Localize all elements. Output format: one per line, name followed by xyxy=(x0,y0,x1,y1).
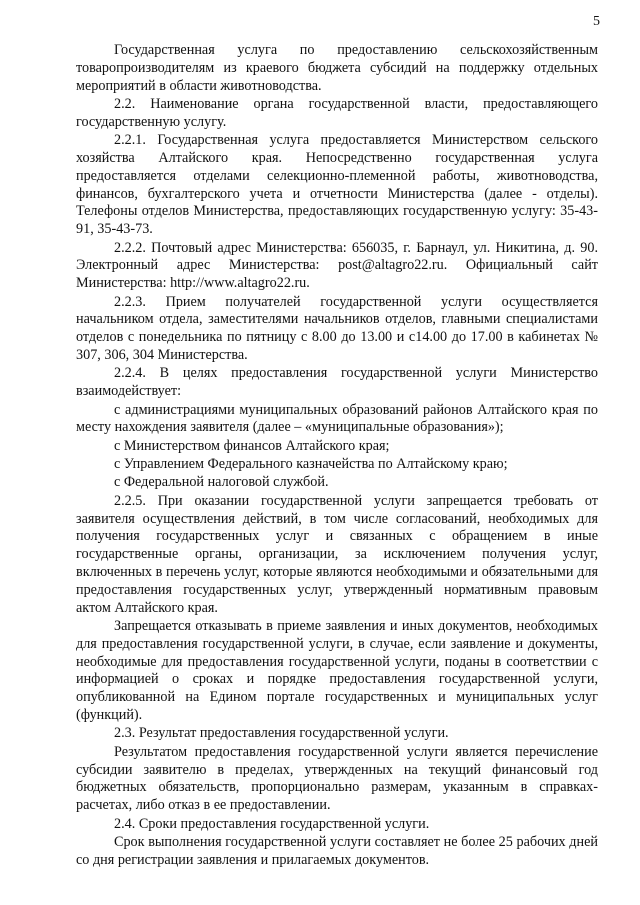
paragraph-interaction-treasury: с Управлением Федерального казначейства по Алтайскому краю; xyxy=(114,456,508,473)
paragraph-2-2-2: 2.2.2. Почтовый адрес Министерства: 656035, г. Барнаул, ул. Никитина, д. 90. Электронный адрес Министерства: post@altagro22.ru. Официальный сайт Министерства: http://www.altagro22.ru. xyxy=(76,239,598,292)
paragraph-2-2-1: 2.2.1. Государственная услуга предоставляется Министерством сельского хозяйства Алтайского края. Непосредственно государственная услуга предоставляется отделами селекционно-племенной работы, животноводства, финансов, бухгалтерского учета и отчетности Министерства (далее - отделы). Телефоны отделов Министерства, предоставляющих государственную услугу: 35-43-91, 35-43-73. xyxy=(76,132,598,238)
paragraph-2-3-heading: 2.3. Результат предоставления государственной услуги. xyxy=(114,725,449,742)
paragraph-refusal-prohibited: Запрещается отказывать в приеме заявления и иных документов, необходимых для предоставления государственной услуги, в случае, если заявление и документы, необходимые для предоставления государственной услуги, поданы в соответствии с информацией о сроках и порядке предоставления государственной услуги, опубликованной на Едином портале государственных и муниципальных услуг (функций). xyxy=(76,618,598,724)
paragraph-2-2-3: 2.2.3. Прием получателей государственной услуги осуществляется начальником отдела, заместителями начальников отделов, главными специалистами отделов с понедельника по пятницу с 8.00 до 13.00 и с14.00 до 17.00 в кабинетах № 307, 306, 304 Министерства. xyxy=(76,293,598,363)
paragraph-2-2-5: 2.2.5. При оказании государственной услуги запрещается требовать от заявителя осуществления действий, в том числе согласований, необходимых для получения государственных услуг и связанных с обращением в иные государственные органы, организации, за исключением получения услуг, включенных в перечень услуг, которые являются необходимыми и обязательными для предоставления государственных услуг, утвержденный нормативным правовым актом Алтайского края. xyxy=(76,492,598,616)
paragraph-2-4-heading: 2.4. Сроки предоставления государственной услуги. xyxy=(114,815,430,832)
paragraph-2-2-4: 2.2.4. В целях предоставления государственной услуги Министерство взаимодействует: xyxy=(76,365,598,400)
document-body xyxy=(76,42,598,870)
paragraph-service-name: Государственная услуга по предоставлению сельскохозяйственным товаропроизводителям из краевого бюджета субсидий на поддержку отдельных мероприятий в области животноводства. xyxy=(76,42,598,94)
paragraph-2-2-heading: 2.2. Наименование органа государственной власти, предоставляющего государственную услугу. xyxy=(76,95,598,130)
page-number: 5 xyxy=(593,14,600,29)
paragraph-interaction-tax: с Федеральной налоговой службой. xyxy=(114,474,329,491)
paragraph-2-3-result: Результатом предоставления государственной услуги является перечисление субсидии заявителю в пределах, утвержденных на текущий финансовый год бюджетных обязательств, пропорционально размерам, указанным в справках-расчетах, либо отказ в ее предоставлении. xyxy=(76,743,598,814)
paragraph-interaction-finance: с Министерством финансов Алтайского края; xyxy=(114,437,390,454)
paragraph-interaction-municipal: с администрациями муниципальных образований районов Алтайского края по месту нахождения заявителя (далее – «муниципальные образования»); xyxy=(76,401,598,436)
paragraph-2-4-term: Срок выполнения государственной услуги составляет не более 25 рабочих дней со дня регистрации заявления и прилагаемых документов. xyxy=(76,833,598,868)
